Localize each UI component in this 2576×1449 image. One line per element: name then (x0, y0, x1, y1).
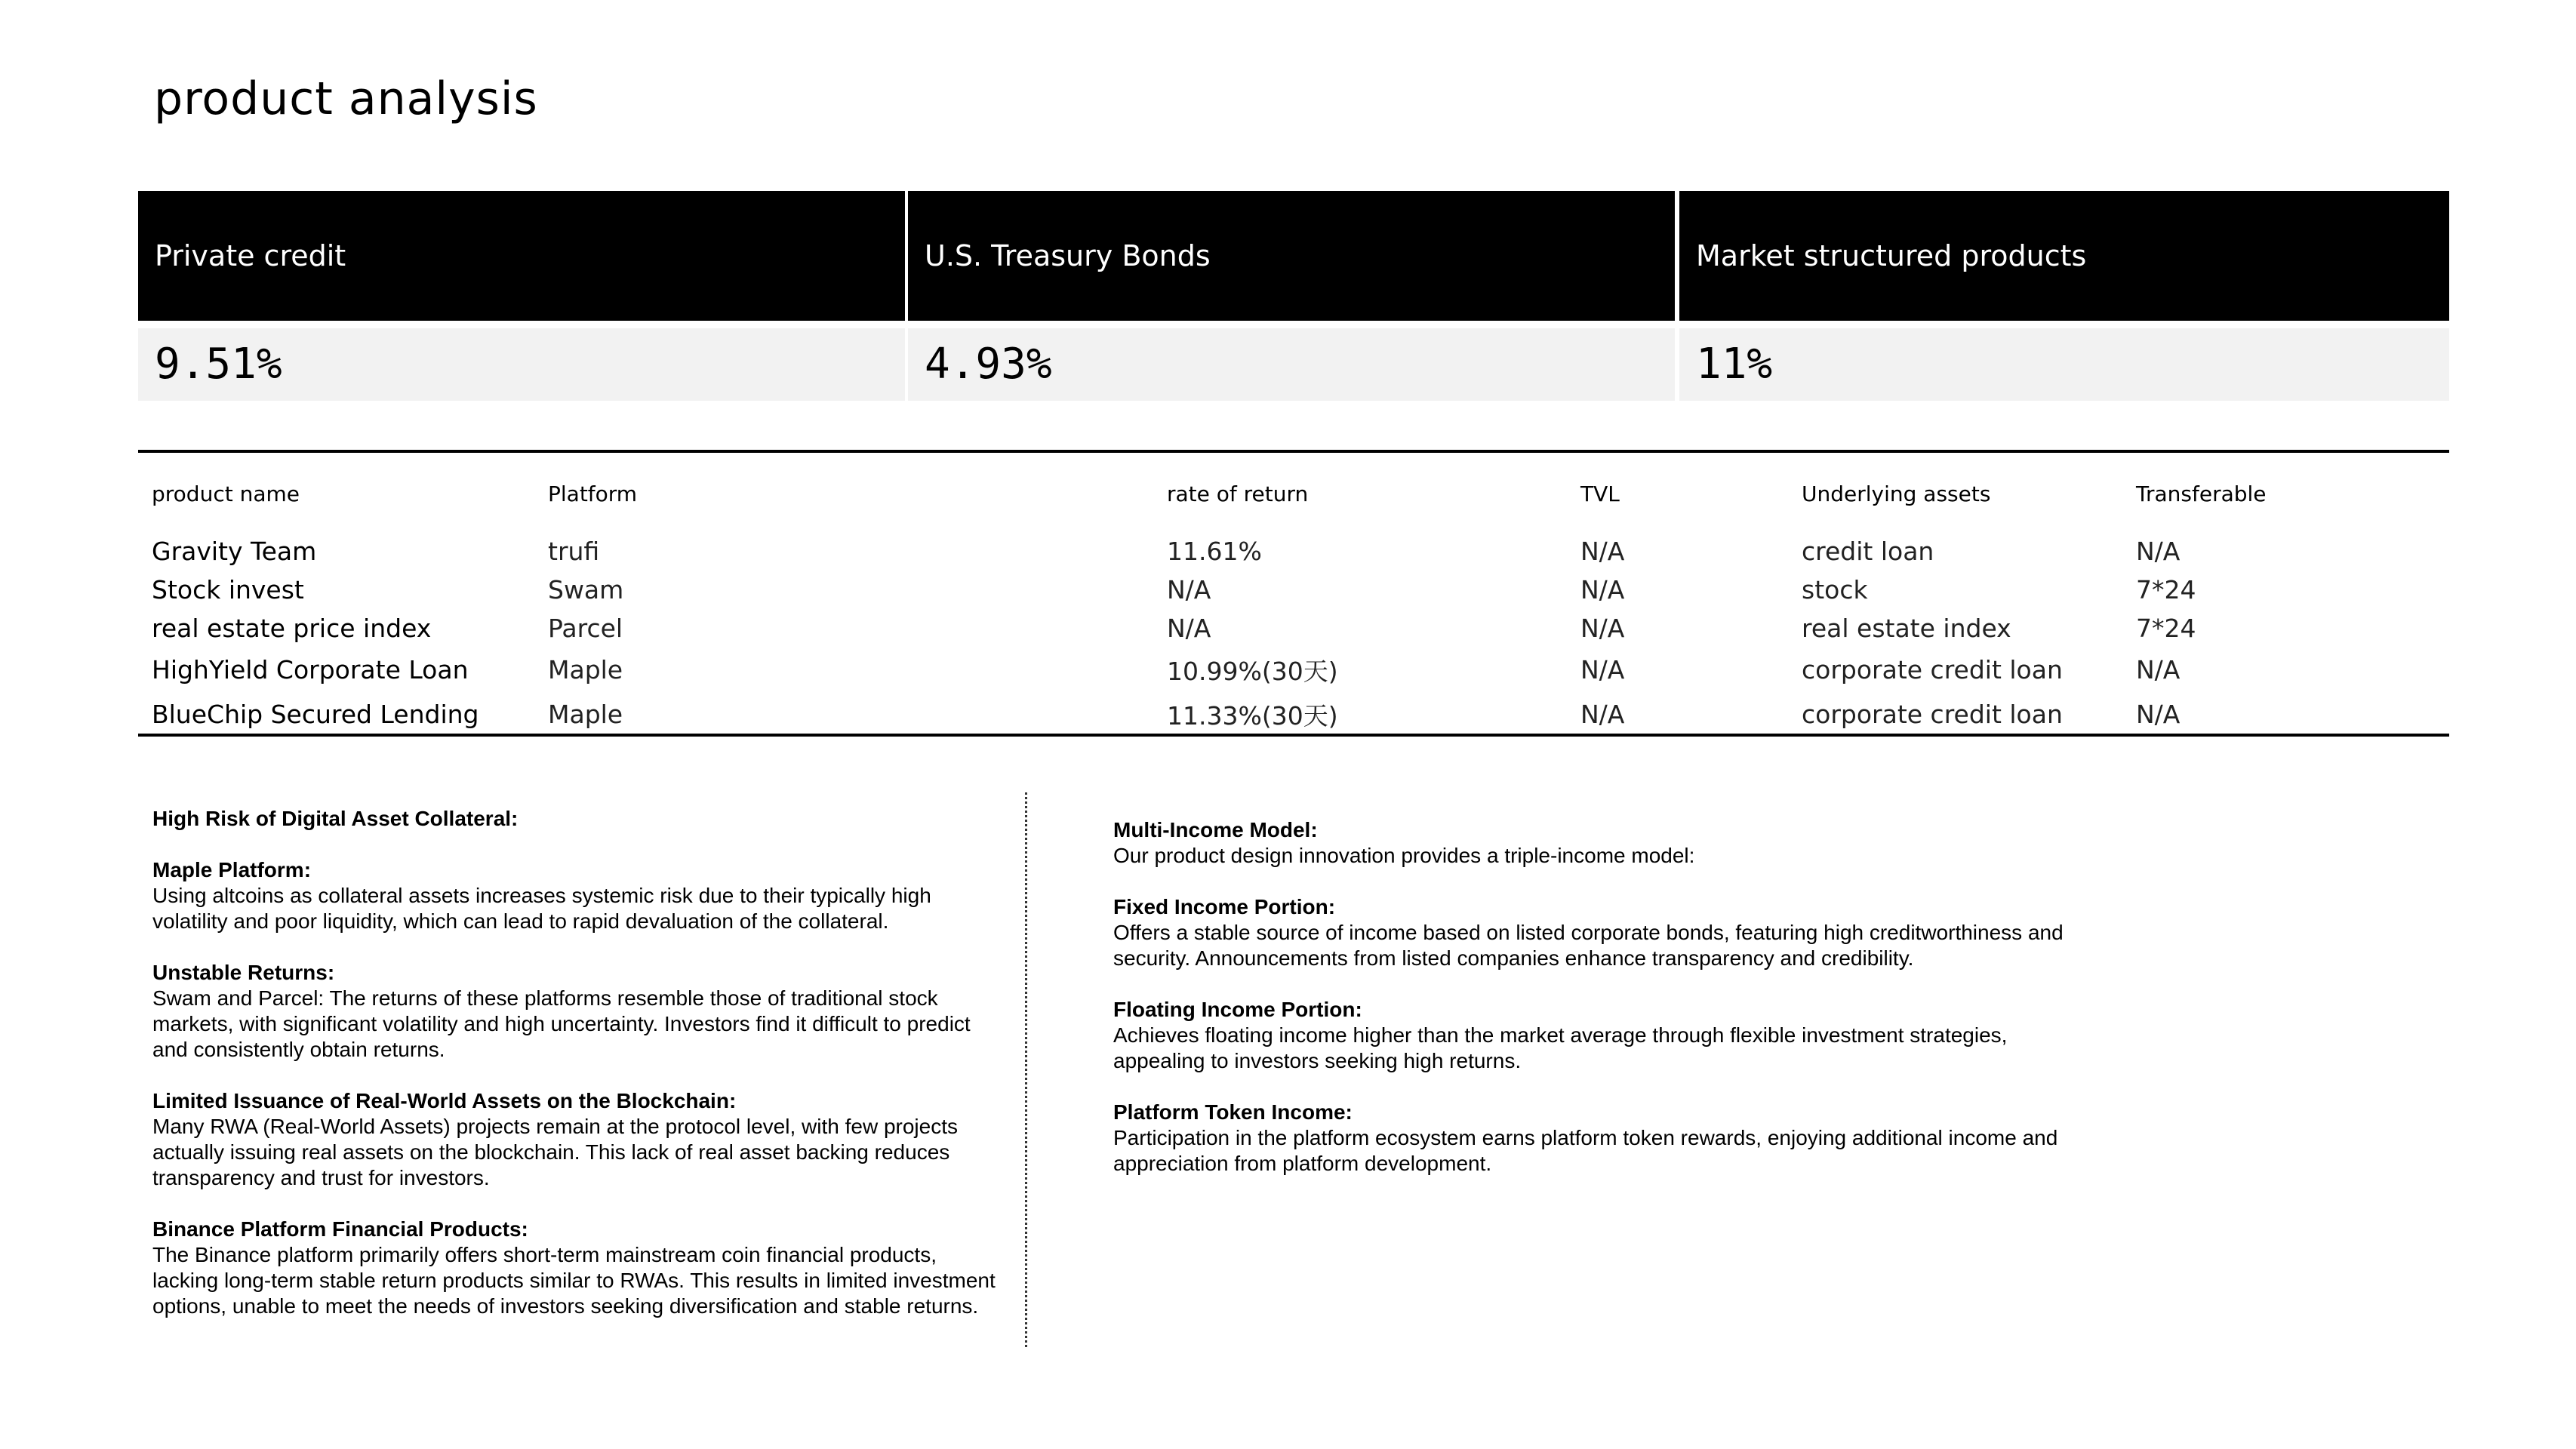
product-asset: real estate index (1802, 614, 2011, 643)
risk-section-title: Limited Issuance of Real-World Assets on the Blockchain: (152, 1089, 737, 1112)
income-model (1113, 817, 2072, 1177)
product-name: HighYield Corporate Loan (152, 655, 469, 685)
risk-section-body: Swam and Parcel: The returns of these platforms resemble those of traditional stock markets, with significant volatility and high uncertainty. Investors find it difficult to predict and consistently obtain returns. (152, 986, 971, 1061)
product-transferable: N/A (2136, 537, 2181, 566)
product-tvl: N/A (1580, 537, 1625, 566)
product-rate: 10.99%(30天) (1167, 657, 1338, 686)
category-return: 9.51% (138, 328, 905, 401)
column-header: product name (138, 451, 534, 531)
table-row (138, 531, 2449, 569)
product-name: BlueChip Secured Lending (138, 691, 534, 735)
category-treasury-bonds (908, 191, 1675, 401)
income-section-body: Participation in the platform ecosystem earns platform token rewards, enjoying additional income and appreciation from platform development. (1113, 1126, 2058, 1175)
product-rate: N/A (1167, 614, 1211, 643)
column-header: rate of return (1153, 451, 1567, 531)
table-row (138, 608, 2449, 646)
product-name: Gravity Team (152, 537, 317, 566)
category-name: Private credit (138, 191, 905, 321)
product-transferable: N/A (2136, 655, 2181, 685)
product-platform: Swam (548, 575, 624, 605)
category-name: U.S. Treasury Bonds (908, 191, 1675, 321)
income-section-body: Offers a stable source of income based on listed corporate bonds, featuring high creditworthiness and security. Announcements from listed companies enhance transparency and credibility. (1113, 921, 2064, 970)
product-name: real estate price index (152, 614, 432, 643)
product-rate: N/A (1167, 575, 1211, 605)
risk-section-title: Binance Platform Financial Products: (152, 1217, 528, 1241)
product-asset: credit loan (1802, 537, 1934, 566)
product-tvl: N/A (1580, 655, 1625, 685)
product-platform: Maple (548, 655, 623, 685)
product-tvl: N/A (1580, 614, 1625, 643)
product-asset: corporate credit loan (1802, 655, 2063, 685)
column-header: Platform (534, 451, 1153, 531)
category-return: 4.93% (908, 328, 1675, 401)
category-structured-products (1679, 191, 2449, 401)
product-tvl: N/A (1580, 575, 1625, 605)
income-section-body: Achieves floating income higher than the market average through flexible investment strategies, appealing to investors seeking high returns. (1113, 1023, 2008, 1072)
column-header: Underlying assets (1788, 451, 2122, 531)
table-row (138, 569, 2449, 608)
risk-section-title: Maple Platform: (152, 858, 312, 881)
income-intro: Our product design innovation provides a triple-income model: (1113, 844, 1695, 867)
category-private-credit (138, 191, 905, 401)
product-transferable: 7*24 (2136, 575, 2196, 605)
product-transferable: N/A (2122, 691, 2449, 735)
income-heading: Multi-Income Model: (1113, 818, 1318, 841)
product-rate: 11.61% (1167, 537, 1262, 566)
risk-section-body: The Binance platform primarily offers short-term mainstream coin financial products, lacking long-term stable return products similar to RWAs. This results in limited investment options, unable to meet the needs of investors seeking diversification and stable returns. (152, 1243, 996, 1318)
income-section-title: Platform Token Income: (1113, 1100, 1353, 1124)
product-tvl: N/A (1567, 691, 1788, 735)
income-section-title: Fixed Income Portion: (1113, 895, 1336, 918)
income-section-title: Floating Income Portion: (1113, 998, 1362, 1021)
risk-section-body: Using altcoins as collateral assets increases systemic risk due to their typically high volatility and poor liquidity, which can lead to rapid devaluation of the collateral. (152, 884, 931, 933)
page-title: product analysis (154, 72, 538, 125)
column-header: TVL (1567, 451, 1788, 531)
table-row (138, 691, 2449, 735)
risk-heading: High Risk of Digital Asset Collateral: (152, 807, 519, 830)
product-platform: trufi (548, 537, 600, 566)
table-row (138, 646, 2449, 691)
table-header-row (138, 451, 2449, 531)
category-return: 11% (1679, 328, 2449, 401)
products-table (138, 450, 2449, 737)
risk-analysis (152, 806, 1005, 1319)
product-transferable: 7*24 (2136, 614, 2196, 643)
category-name: Market structured products (1679, 191, 2449, 321)
product-asset: corporate credit loan (1788, 691, 2122, 735)
product-platform: Parcel (548, 614, 623, 643)
column-header: Transferable (2122, 451, 2449, 531)
product-asset: stock (1802, 575, 1868, 605)
risk-section-title: Unstable Returns: (152, 961, 335, 984)
risk-section-body: Many RWA (Real-World Assets) projects remain at the protocol level, with few projects actually issuing real assets on the blockchain. This lack of real asset backing reduces transparency and trust for investors. (152, 1115, 958, 1189)
column-divider (1025, 792, 1027, 1347)
product-rate: 11.33%(30天) (1153, 691, 1567, 735)
product-name: Stock invest (152, 575, 304, 605)
product-platform: Maple (534, 691, 1153, 735)
